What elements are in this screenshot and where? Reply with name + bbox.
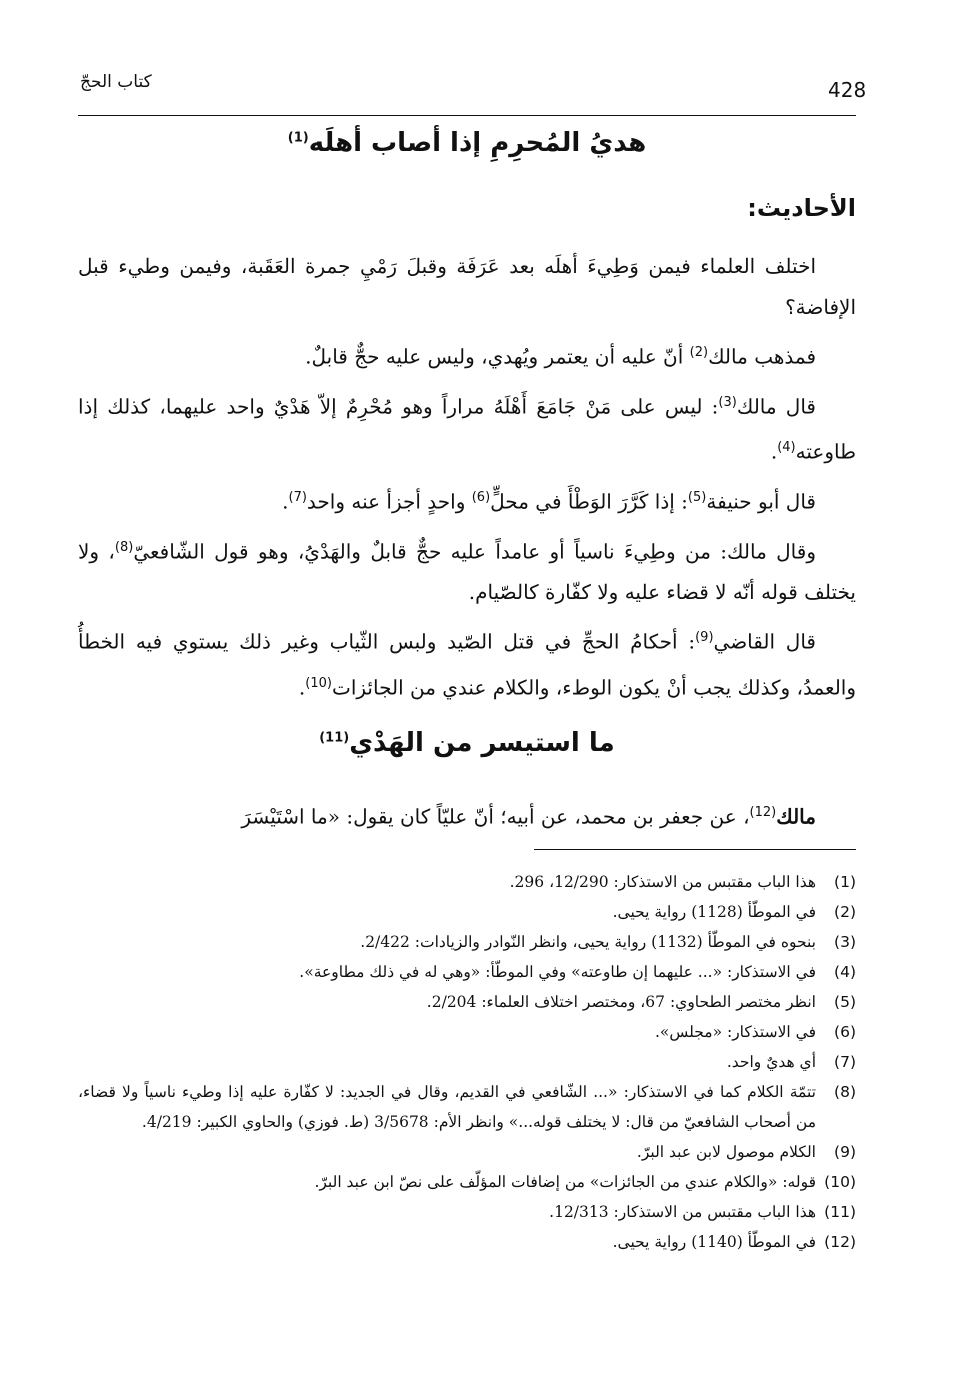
footnote-text: انظر مختصر الطحاوي: 67، ومختصر اختلاف العلماء: 2/204.	[426, 993, 816, 1011]
footnote-ref: (1)	[287, 130, 309, 146]
paragraph-text: قال أبو حنيفة	[706, 489, 816, 514]
footnote-text: بنحوه في الموطّأ (1132) رواية يحيى، وانظر النّوادر والزيادات: 2/422.	[360, 933, 816, 951]
paragraph-text: ، ولا يختلف قوله أنّه لا قضاء عليه ولا كفّارة كالصّيام.	[78, 539, 856, 605]
footnote-number: (11)	[824, 1203, 856, 1221]
footnote-ref: (6)	[471, 489, 491, 505]
footnotes	[78, 867, 856, 1257]
footnote-item	[78, 1077, 856, 1137]
footnote-number: (2)	[834, 903, 856, 921]
footnote-number: (10)	[824, 1173, 856, 1191]
chapter-title	[78, 128, 856, 158]
footnote-text: الكلام موصول لابن عبد البرّ.	[636, 1143, 816, 1161]
footnote-ref: (3)	[718, 394, 737, 410]
paragraph	[78, 527, 856, 614]
paragraph-text: : أحكامُ الحجِّ في قتل الصّيد ولبس الثّياب وغير ذلك يستوي فيه الخطأُ والعمدُ، وكذلك يجب أنْ يكون الوطء، والكلام عندي من الجائزات	[78, 629, 856, 700]
footnote-text: في الاستذكار: «... عليهما إن طاوعته» وفي الموطّأ: «وهي له في ذلك مطاوعة».	[299, 963, 816, 981]
hadith-text	[78, 792, 856, 838]
footnote-number: (1)	[834, 873, 856, 891]
footnote-text: في الموطّأ (1140) رواية يحيى.	[612, 1233, 816, 1251]
paragraph-text: واحدٍ أجزأ عنه واحد	[306, 489, 472, 514]
footnote-number: (4)	[834, 963, 856, 981]
paragraph-text: .	[282, 489, 289, 514]
footnote-text: هذا الباب مقتبس من الاستذكار: 12/290، 296.	[509, 873, 816, 891]
footnote-text: تتمّة الكلام كما في الاستذكار: «... الشّافعي في القديم، وقال في الجديد: لا كفّارة عليه إذا وطيء ناسياً ولا قضاء، من أصحاب الشافعيّ من قال: لا يختلف قوله...» وانظر الأم: 3/5678 (ط. فوزي) والحاوي الكبير: 4/219.	[78, 1083, 816, 1131]
footnote-text: هذا الباب مقتبس من الاستذكار: 12/313.	[549, 1203, 816, 1221]
footnote-number: (5)	[834, 993, 856, 1011]
footnote-item	[78, 1197, 856, 1227]
footnote-item	[78, 1167, 856, 1197]
footnote-number: (7)	[834, 1053, 856, 1071]
footnote-number: (8)	[834, 1083, 856, 1101]
paragraph-text: : ليس على مَنْ جَامَعَ أَهْلَهُ مراراً وهو مُحْرِمٌ إلاّ هَدْيٌ واحد عليهما، كذلك إذا طاوعته	[78, 394, 856, 464]
section-label: الأحاديث:	[747, 194, 856, 222]
paragraph-text: : إذا كَرَّرَ الوَطْأَ في محلٍّ	[490, 489, 688, 514]
footnote-number: (9)	[834, 1143, 856, 1161]
section-title	[78, 728, 856, 758]
footnote-item	[78, 1017, 856, 1047]
paragraph-text: وقال مالك: من وطِيءَ ناسياً أو عامداً عليه حجٌّ قابلٌ والهَدْيُ، وهو قول الشّافعيّ	[133, 539, 816, 564]
chapter-title-text: هديُ المُحرِمِ إذا أصاب أهلَه	[308, 128, 647, 158]
paragraph	[78, 617, 856, 708]
paragraph	[78, 382, 856, 473]
footnote-item	[78, 927, 856, 957]
footnote-item	[78, 987, 856, 1017]
header-rule	[78, 115, 856, 116]
footnote-number: (3)	[834, 933, 856, 951]
footnote-rule	[534, 849, 856, 850]
footnote-ref: (8)	[114, 539, 134, 555]
section-title-text: ما استيسر من الهَدْي	[349, 728, 615, 758]
footnote-text: في الموطّأ (1128) رواية يحيى.	[612, 903, 816, 921]
paragraph-text: فمذهب مالك	[708, 344, 816, 369]
footnote-item	[78, 1227, 856, 1257]
paragraph-text: قال القاضي	[713, 629, 816, 654]
footnote-ref: (11)	[319, 730, 350, 746]
footnote-text: في الاستذكار: «مجلس».	[654, 1023, 816, 1041]
footnote-ref: (12)	[749, 805, 777, 820]
main-text	[78, 246, 856, 709]
footnote-item	[78, 1047, 856, 1077]
paragraph-text: اختلف العلماء فيمن وَطِيءَ أهلَه بعد عَرَفَة وقبلَ رَمْيِ جمرة العَقَبة، وفيمن وطيء قبل الإفاضة؟	[78, 254, 856, 319]
paragraph-text: قال مالك	[736, 394, 816, 419]
footnote-number: (6)	[834, 1023, 856, 1041]
footnote-ref: (7)	[288, 489, 307, 505]
paragraph-text: أنّ عليه أن يعتمر ويُهدي، وليس عليه حجٌّ قابلٌ.	[305, 344, 690, 369]
footnote-number: (12)	[824, 1233, 856, 1251]
footnote-item	[78, 1137, 856, 1167]
narrator-name: مالك	[776, 804, 816, 829]
paragraph	[78, 332, 856, 378]
paragraph	[78, 792, 856, 838]
page-number: 428	[828, 78, 867, 102]
paragraph-text: .	[298, 675, 306, 700]
footnote-ref: (4)	[777, 440, 796, 456]
running-header-book-title: كتاب الحجّ	[80, 72, 152, 92]
paragraph	[78, 477, 856, 523]
footnote-item	[78, 867, 856, 897]
paragraph	[78, 246, 856, 328]
footnote-ref: (2)	[689, 345, 709, 360]
footnote-ref: (10)	[305, 675, 332, 691]
footnote-item	[78, 897, 856, 927]
footnote-ref: (5)	[687, 489, 707, 505]
footnote-text: أي هديٌ واحد.	[726, 1053, 816, 1071]
paragraph-text: ، عن جعفر بن محمد، عن أبيه؛ أنّ عليّاً كان يقول: «ما اسْتَيْسَرَ	[241, 804, 750, 829]
footnote-ref: (9)	[695, 630, 714, 646]
footnote-text: قوله: «والكلام عندي من الجائزات» من إضافات المؤلّف على نصّ ابن عبد البرّ.	[314, 1173, 816, 1191]
paragraph-text: .	[770, 439, 778, 464]
footnote-item	[78, 957, 856, 987]
